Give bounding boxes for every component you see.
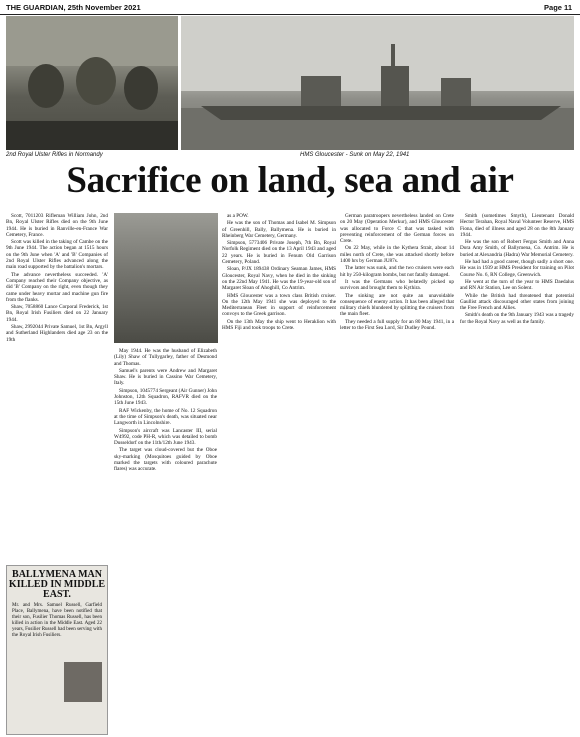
soldiers-illustration: [6, 16, 178, 150]
paragraph: On the 13th May the ship went to Heraklion with HMS Fiji and took troops to Crete.: [222, 318, 336, 332]
paragraph: On 22 May, while in the Kythera Strait, about 14 miles north of Crete, she was attacked shortly before 1400 hrs by German JU87s.: [340, 245, 454, 265]
paragraph: Shaw, 7058860 Lance Corporal Frederick, 1st Bn, Royal Irish Fusiliers died on 22 January 1944.: [6, 304, 108, 323]
page-number: Page 11: [544, 3, 572, 12]
paragraph: The target was cloud-covered but the Oboe sky-marking (Mosquitoes guided by Oboe marked the targets with coloured parachute flares) was accurate.: [114, 447, 217, 473]
photo-royal-ulster-rifles: [6, 16, 178, 150]
paragraph: Sloan, P/JX 189438 Ordinary Seaman James, HMS Gloucester, Royal Navy, when he died in the sinking on the 22nd May 1941. He was the 19-year-old son of Margaret Sloan of Ahoghill, Co Antrim.: [222, 266, 336, 292]
photo-hms-gloucester: [181, 16, 574, 150]
photo-caption-left: 2nd Royal Ulster Rifles in Normandy: [6, 152, 103, 158]
paragraph: Scott, 7011203 Rifleman William John, 2nd Bn, Royal Ulster Rifles died on the 9th June 1944. He is buried in Ranville-en-France War Cemetery, France.: [6, 213, 108, 238]
paragraph: They needed a full supply for an 80 May 1941, in a letter to the First Sea Lord, Sir Dudley Pound.: [340, 318, 454, 332]
paragraph: The advance nevertheless succeeded. 'A' Company reached their Company objective, as did 'B' Company on the right, even though they came under heavy mortar and machine gun fire from the flanks.: [6, 271, 108, 303]
paragraph: Simpson, 1045774 Sergeant (Air Gunner) John Johnston, 12th Squadron, RAFVR died on the 15th June 1943.: [114, 387, 217, 407]
column-3: [222, 213, 336, 332]
paragraph: as a POW.: [227, 213, 249, 219]
paragraph: Shaw, 2992044 Private Samuel, 1st Bn, Argyll and Sutherland Highlanders died age 23 on the 19th: [6, 324, 108, 343]
column-1: [6, 213, 108, 344]
photo-caption-right: HMS Gloucester - Sunk on May 22, 1941: [300, 152, 410, 158]
paragraph: German paratroopers nevertheless landed on Crete on 20 May (Operation Merkur), and HMS Gloucester was allocated to Force C that was tasked with preventing reinforcement of the German forces on Crete.: [340, 213, 454, 245]
paragraph: He was the son of Thomas and Isabel M. Simpson of Greenhill, Bally, Ballymena. He is buried in Rheinberg War Cemetery, Germany.: [222, 220, 336, 239]
column-5: [460, 213, 574, 326]
paragraph: He was the son of Robert Fergus Smith and Anna Dora Amy Smith, of Ballymena, Co. Antrim. He is buried at Alexandria (Hadra) War Memorial Cemetery.: [460, 239, 574, 258]
column-2: [114, 348, 217, 474]
masthead: [0, 0, 580, 15]
newspaper-clipping: [6, 565, 108, 735]
warship-illustration: [181, 16, 574, 150]
paragraph: The latter was sunk, and the two cruisers were each hit by 250-kilogram bombs, but not fatally damaged.: [340, 265, 454, 278]
column-4: [340, 213, 454, 332]
paragraph: He had had a good career, though sadly a short one. He was in 1939 at HMS President for training on Pilot Course No. 6, RN College, Greenwich.: [460, 259, 574, 278]
paragraph: May 1944. He was the husband of Elizabeth (Lily) Shaw of Tullygarley, father of Desmond and Thomas.: [114, 348, 217, 367]
paragraph: While the British had threatened that potential Gaullist attack discouraged other states from joining the Free French and Allies.: [460, 292, 574, 312]
paragraph: Simpson's aircraft was Lancaster III, serial W4992, code PH-R, which was detailed to bomb Dusseldorf on the 11th/12th June 1943.: [114, 427, 217, 447]
clipping-heading: BALLYMENA MAN KILLED IN MIDDLE EAST.: [8, 569, 106, 600]
paragraph: RAF Wickenby, the home of No. 12 Squadron at the time of Simpson's death, was situated near Langworth in Lincolnshire.: [114, 407, 217, 427]
paragraph: HMS Gloucester was a town class British cruiser. On the 12th May 1941 she was deployed to the Mediterranean Fleet in support of reinforcement convoys to the Greek garrison.: [222, 292, 336, 318]
paragraph: Scott was killed in the taking of Cambe on the 9th June 1944. The action began at 1515 hours on the 9th June when 'A' and 'B' Companies of 2nd Royal Ulster Rifles advanced along the main road supported by the battalion's mortars.: [6, 239, 108, 271]
headline: Sacrifice on land, sea and air: [66, 160, 514, 201]
paragraph: Smith's death on the 9th January 1943 was a tragedy for the Royal Navy as well as the family.: [460, 312, 574, 325]
clipping-portrait: [64, 662, 102, 702]
portrait-photo: [114, 213, 218, 343]
paper-name: THE GUARDIAN, 25th November 2021: [6, 3, 141, 12]
paragraph: Samuel's parents were Andrew and Margaret Shaw. He is buried in Cassino War Cemetery, Italy.: [114, 367, 217, 387]
clipping-text: Mr. and Mrs. Samuel Russell, Garfield Place, Ballymena, have been notified that their son, Fusilier Thomas Russell, has been killed in action in the Middle East. Aged 22 years, Fusilier Russell had been serving with the Royal Irish Fusiliers.: [12, 603, 102, 638]
paragraph: He went at the turn of the year to HMS Daedalus and RN Air Station, Lee on Solent.: [460, 278, 574, 292]
paragraph: It was the Germans who belatedly picked up survivors and brought them to Kythira.: [340, 278, 454, 292]
paragraph: Simpson, 5773406 Private Joseph, 7th Bn, Royal Norfolk Regiment died on the 13 April 1943 and aged 22 years. He is buried in Fenum Old Garrison Cemetery, Poland.: [222, 240, 336, 266]
paragraph: Smith (sometimes Smyth), Lieutenant Donald Hector Terahan, Royal Naval Volunteer Reserve, HMS Fiona, died of illness and aged 28 on the 8th January 1944.: [460, 213, 574, 238]
paragraph: The sinking are not quite an unavoidable consequence of enemy action. It has been alleged that military chiefs blundered by splitting the cruisers from the main fleet.: [340, 292, 454, 318]
